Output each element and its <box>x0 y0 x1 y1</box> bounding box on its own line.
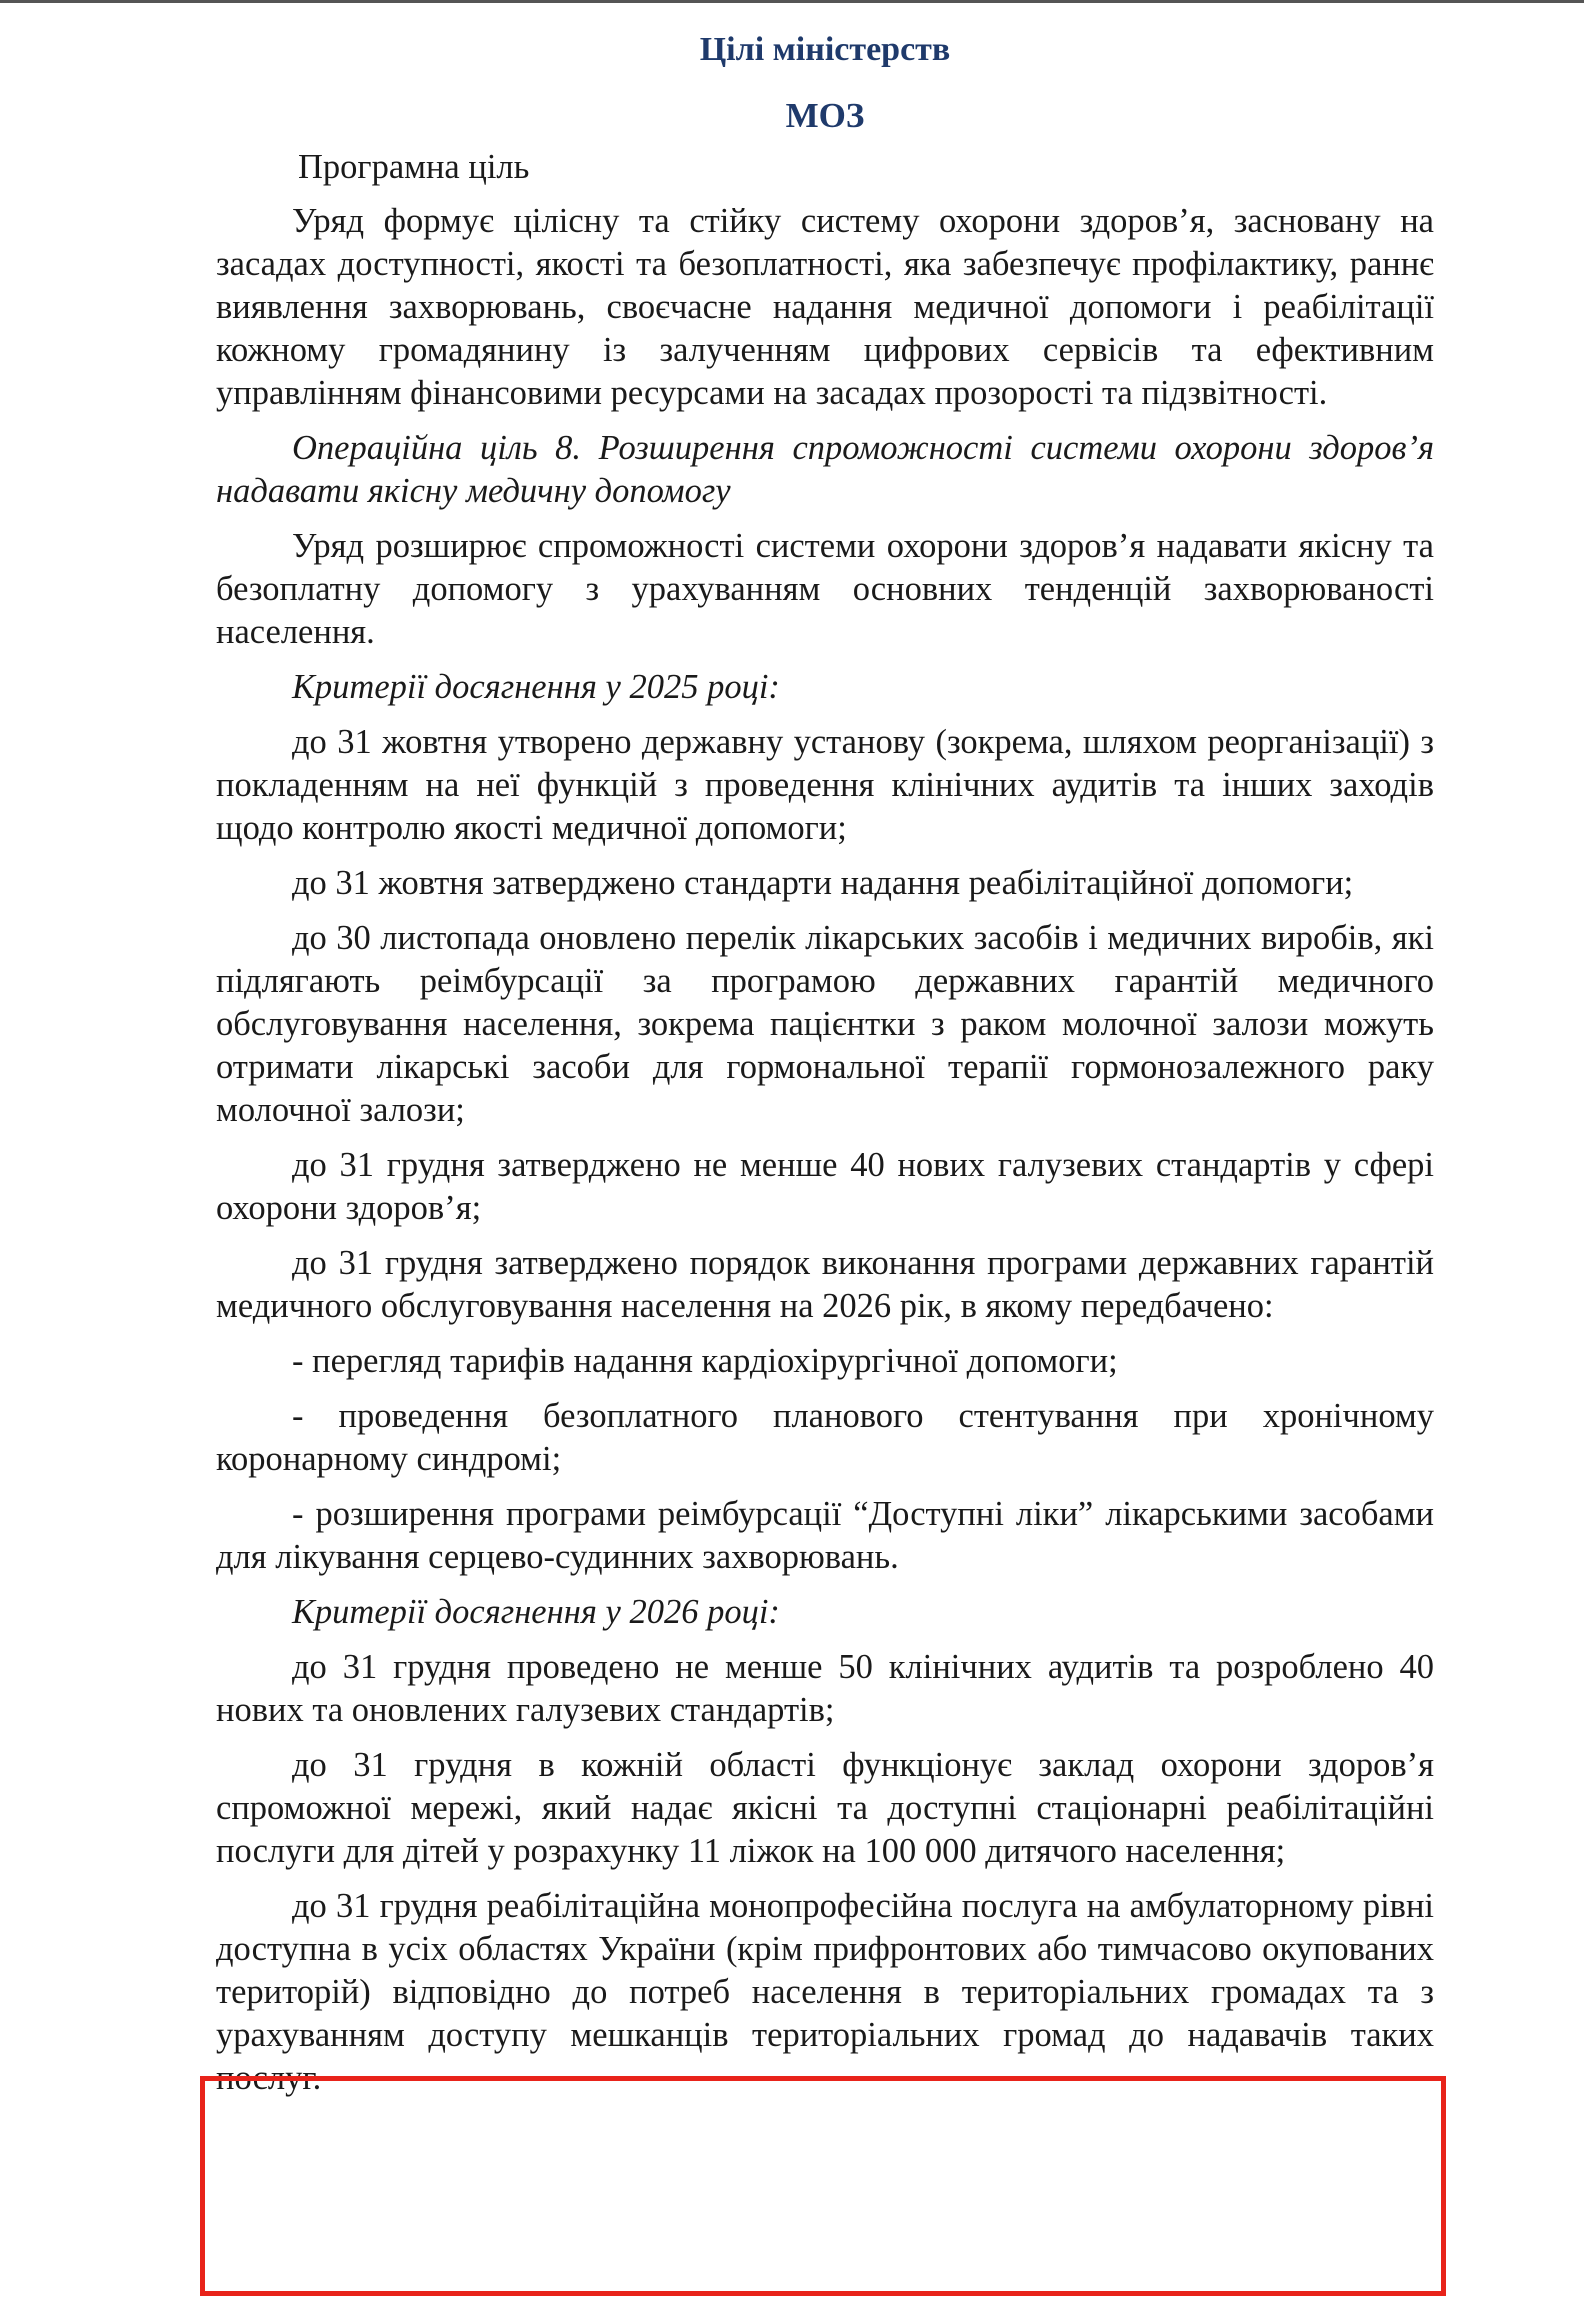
highlight-box <box>200 2076 1446 2296</box>
program-goal-text: Уряд формує цілісну та стійку систему охорони здоров’я, засновану на засадах доступності, якості та безоплатності, яка забезпечує профілактику, раннє виявлення захворювань, своєчасне надання медичної допомоги і реабілітації кожному громадянину із залученням цифрових сервісів та ефективним управлінням фінансовими ресурсами на засадах прозорості та підзвітності. <box>216 202 1434 412</box>
criteria-2025-item: до 31 жовтня утворено державну установу (зокрема, шляхом реорганізації) з покладенням на неї функцій з проведення клінічних аудитів та інших заходів щодо контролю якості медичної допомоги; <box>216 723 1434 847</box>
operational-goal-text: Уряд розширює спроможності системи охорони здоров’я надавати якісну та безоплатну допомогу з урахуванням основних тенденцій захворюваності населення. <box>216 527 1434 651</box>
criteria-2025-item: до 31 грудня затверджено не менше 40 нових галузевих стандартів у сфері охорони здоров’я; <box>216 1146 1434 1227</box>
criteria-2026-item: до 31 грудня в кожній області функціонує заклад охорони здоров’я спроможної мережі, який надає якісні та доступні стаціонарні реабілітаційні послуги для дітей у розрахунку 11 ліжок на 100 000 дитячого населення; <box>216 1746 1434 1870</box>
criteria-2026-item-highlighted: до 31 грудня реабілітаційна монопрофесійна послуга на амбулаторному рівні доступна в усіх областях України (крім прифронтових або тимчасово окупованих територій) відповідно до потреб населення в територіальних громадах та з урахуванням доступу мешканців територіальних громад до надавачів таких послуг. <box>216 1887 1434 2097</box>
operational-goal-title: Операційна ціль 8. Розширення спроможності системи охорони здоров’я надавати якісну медичну допомогу <box>216 429 1434 510</box>
criteria-2025-item: до 31 грудня затверджено порядок виконання програми державних гарантій медичного обслуговування населення на 2026 рік, в якому передбачено: <box>216 1244 1434 1325</box>
document-page <box>216 28 1434 2112</box>
page-title: Цілі міністерств <box>699 31 951 68</box>
criteria-2025-heading: Критерії досягнення у 2025 році: <box>292 668 780 706</box>
criteria-2025-item: до 30 листопада оновлено перелік лікарських засобів і медичних виробів, які підлягають реімбурсації за програмою державних гарантій медичного обслуговування населення, зокрема пацієнтки з раком молочної залози можуть отримати лікарські засоби для гормональної терапії гормонозалежного раку молочної залози; <box>216 919 1434 1129</box>
criteria-2026-heading: Критерії досягнення у 2026 році: <box>292 1593 780 1631</box>
criteria-2026-item: до 31 грудня проведено не менше 50 клінічних аудитів та розроблено 40 нових та оновлених галузевих стандартів; <box>216 1648 1434 1729</box>
program-goal-label: Програмна ціль <box>298 148 530 186</box>
criteria-2025-subitem: - розширення програми реімбурсації “Доступні ліки” лікарськими засобами для лікування серцево-судинних захворювань. <box>216 1495 1434 1576</box>
top-rule <box>0 0 1584 3</box>
criteria-2025-subitem: - перегляд тарифів надання кардіохірургічної допомоги; <box>292 1342 1118 1380</box>
ministry-title: МОЗ <box>785 96 865 135</box>
criteria-2025-subitem: - проведення безоплатного планового стентування при хронічному коронарному синдромі; <box>216 1397 1434 1478</box>
criteria-2025-item: до 31 жовтня затверджено стандарти надання реабілітаційної допомоги; <box>292 864 1354 902</box>
